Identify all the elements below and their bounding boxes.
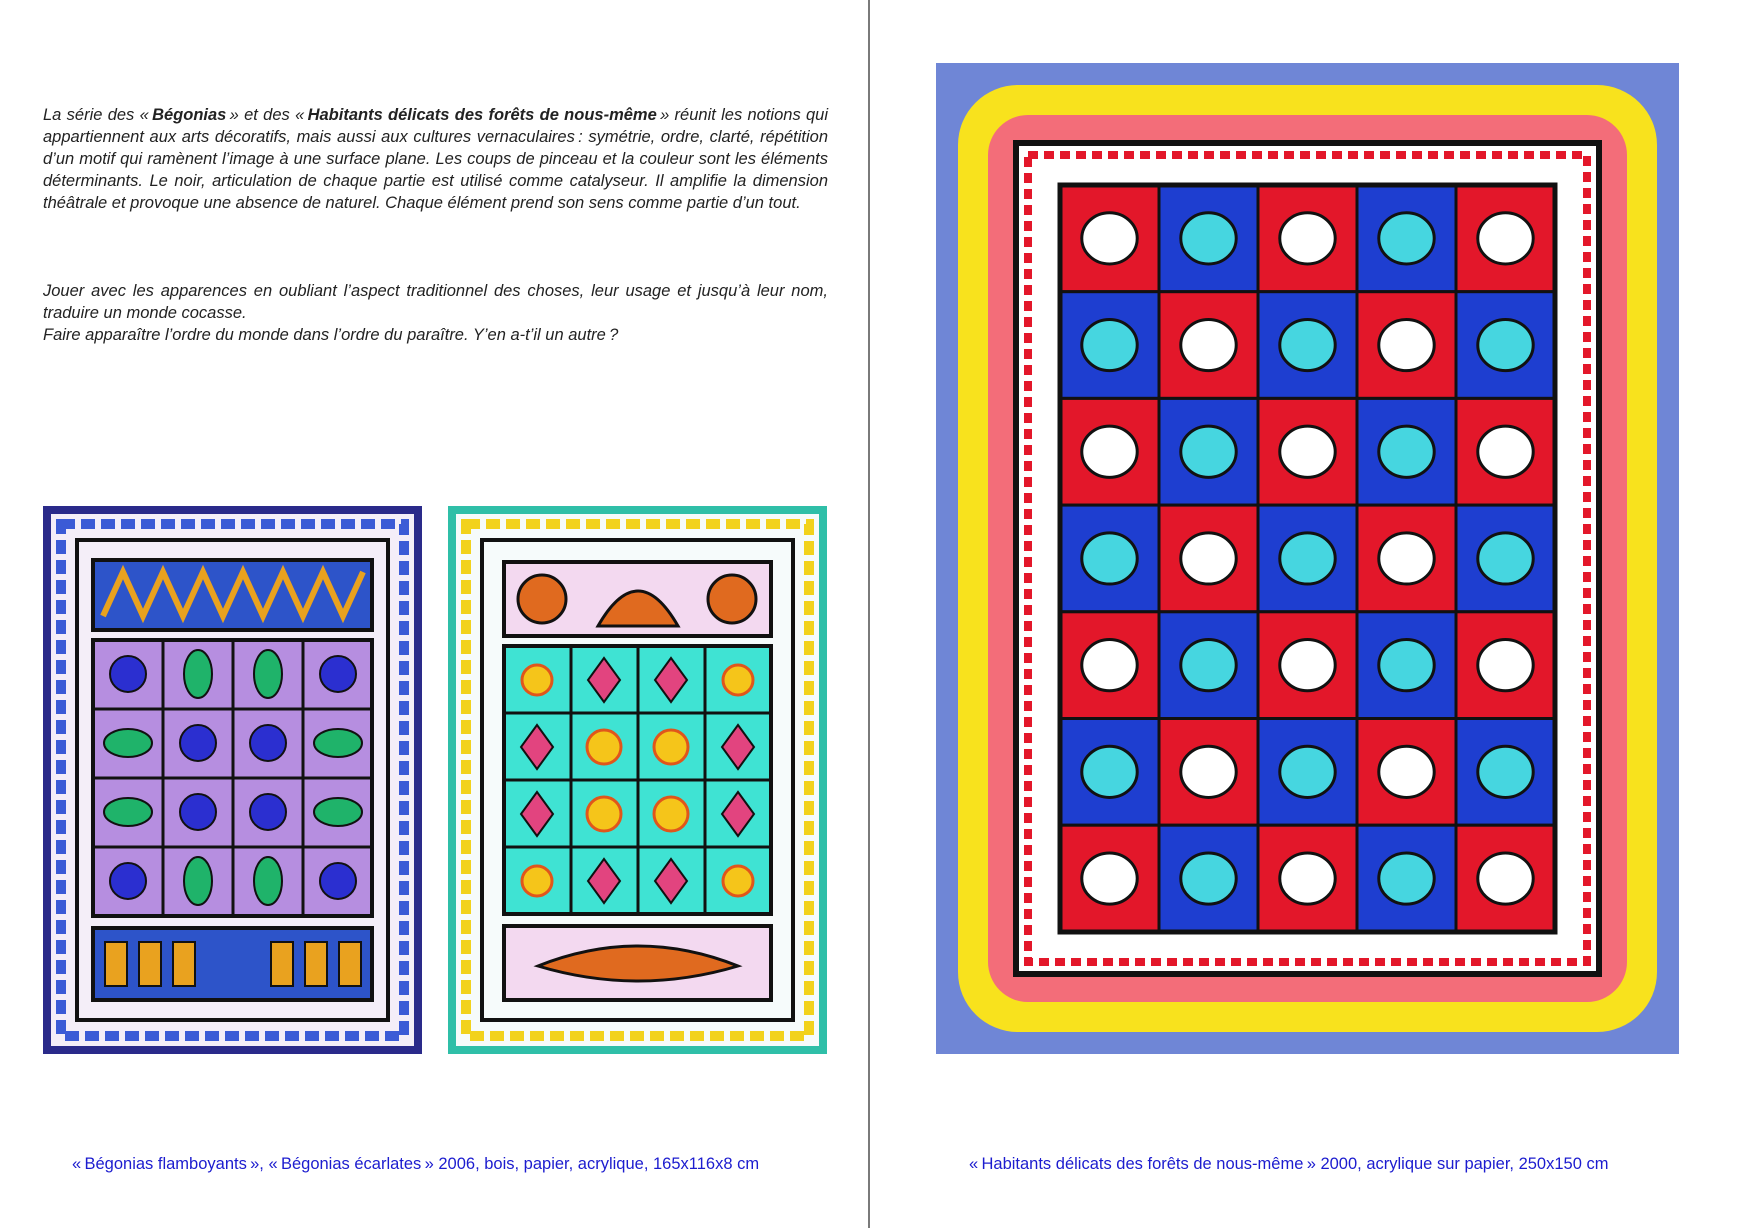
painting-motif (1181, 213, 1236, 264)
intro-paragraph-1 (43, 104, 828, 214)
painting-motif (1280, 319, 1335, 370)
artwork-habitants-delicats (936, 63, 1679, 1054)
intro-text: » réunit les notions qui appartiennent aux arts décoratifs, mais aussi aux cultures vernaculaires : symétrie, ordre, clarté, répétition d’un motif qui ramènent l’image à une surface plane. Les coups de pinceau et la couleur sont les éléments déterminants. Le noir, articulation de chaque partie est utilisé comme catalyseur. Il amplifie la dimension théâtrale et provoque une absence de naturel. Chaque élément prend son sens comme partie d’un tout. (43, 106, 829, 212)
painting-motif (1280, 426, 1335, 477)
painting-motif (1379, 213, 1434, 264)
painting-motif (1379, 853, 1434, 904)
right-page (870, 0, 1740, 1228)
intro-line: Faire apparaître l’ordre du monde dans l’ordre du paraître. Y’en a-t’il un autre ? (43, 326, 619, 344)
painting-motif (1280, 213, 1335, 264)
painting-motif (1379, 746, 1434, 797)
painting-motif (1181, 640, 1236, 691)
intro-text: » et des « (226, 106, 308, 124)
caption-habitants: « Habitants délicats des forêts de nous-même » 2000, acrylique sur papier, 250x150 cm (969, 1155, 1609, 1173)
painting-motif (1082, 533, 1137, 584)
painting-motif (1478, 319, 1533, 370)
begonias-flamboyants-painting (43, 506, 422, 1054)
painting-motif (1181, 853, 1236, 904)
painting-motif (1280, 746, 1335, 797)
series-title-begonias: Bégonias (152, 106, 227, 124)
intro-text: La série des « (43, 106, 153, 124)
painting-motif (1478, 853, 1533, 904)
painting-motif (1379, 426, 1434, 477)
painting-motif (1478, 640, 1533, 691)
painting-motif (1082, 640, 1137, 691)
caption-begonias: « Bégonias flamboyants », « Bégonias écarlates » 2006, bois, papier, acrylique, 165x116x8 cm (72, 1155, 760, 1173)
begonias-ecarlates-painting (448, 506, 827, 1054)
intro-paragraph-2 (43, 280, 828, 346)
painting-motif (1379, 533, 1434, 584)
painting-motif (1082, 319, 1137, 370)
painting-motif (1181, 426, 1236, 477)
painting-motif (1379, 640, 1434, 691)
painting-motif (1478, 746, 1533, 797)
painting-motif (1280, 640, 1335, 691)
painting-motif (1082, 853, 1137, 904)
artwork-begonias-flamboyants (43, 506, 422, 1054)
painting-motif (1478, 533, 1533, 584)
painting-motif (1478, 213, 1533, 264)
painting-motif (1379, 319, 1434, 370)
artwork-begonias-ecarlates (448, 506, 827, 1054)
intro-line: Jouer avec les apparences en oubliant l’aspect traditionnel des choses, leur usage et jusqu’à leur nom, traduire un monde cocasse. (43, 282, 828, 322)
painting-motif (1181, 319, 1236, 370)
habitants-delicats-painting (936, 63, 1679, 1054)
series-title-habitants: Habitants délicats des forêts de nous-même (307, 106, 657, 124)
painting-motif (1181, 533, 1236, 584)
painting-motif (1082, 746, 1137, 797)
painting-motif (1280, 853, 1335, 904)
painting-motif (1082, 213, 1137, 264)
left-page (0, 0, 868, 1228)
painting-motif (1280, 533, 1335, 584)
painting-motif (1478, 426, 1533, 477)
painting-motif (1082, 426, 1137, 477)
painting-motif (1181, 746, 1236, 797)
